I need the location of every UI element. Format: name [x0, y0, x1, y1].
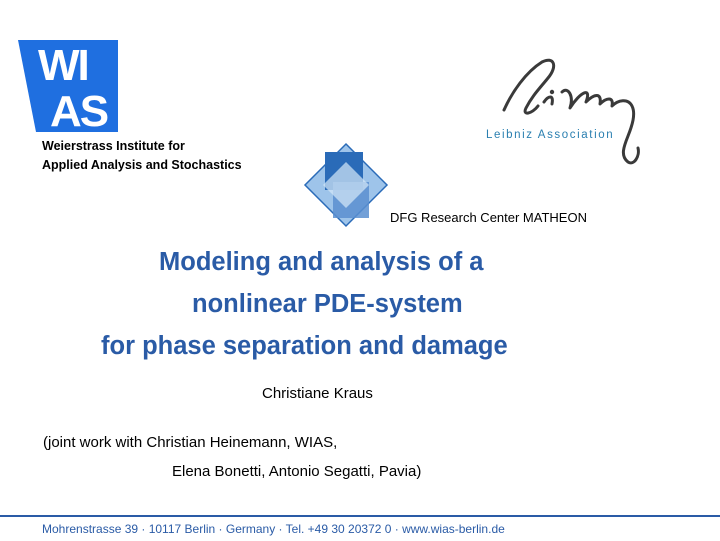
- author-name: Christiane Kraus: [262, 385, 373, 402]
- wias-logo: [18, 40, 118, 132]
- title-line3: for phase separation and damage: [101, 332, 508, 360]
- institute-name: [42, 137, 242, 175]
- svg-text:WI: WI: [38, 41, 88, 90]
- leibniz-caption: Leibniz Association: [486, 129, 615, 141]
- leibniz-logo: [482, 52, 660, 168]
- title-line1: Modeling and analysis of a: [159, 248, 484, 276]
- institute-line2: Applied Analysis and Stochastics: [42, 158, 242, 172]
- joint-work-line1: (joint work with Christian Heinemann, WIAS,: [43, 434, 338, 451]
- dfg-research-center: DFG Research Center MATHEON: [390, 210, 587, 225]
- institute-line1: Weierstrass Institute for: [42, 139, 185, 153]
- joint-work-line2: Elena Bonetti, Antonio Segatti, Pavia): [172, 463, 422, 480]
- svg-text:AS: AS: [50, 87, 108, 132]
- footer-address: Mohrenstrasse 39 · 10117 Berlin · Germany · Tel. +49 30 20372 0 · www.wias-berlin.de: [42, 522, 505, 536]
- footer-divider: [0, 515, 720, 517]
- matheon-logo-icon: [303, 142, 389, 228]
- title-line2: nonlinear PDE-system: [192, 290, 463, 318]
